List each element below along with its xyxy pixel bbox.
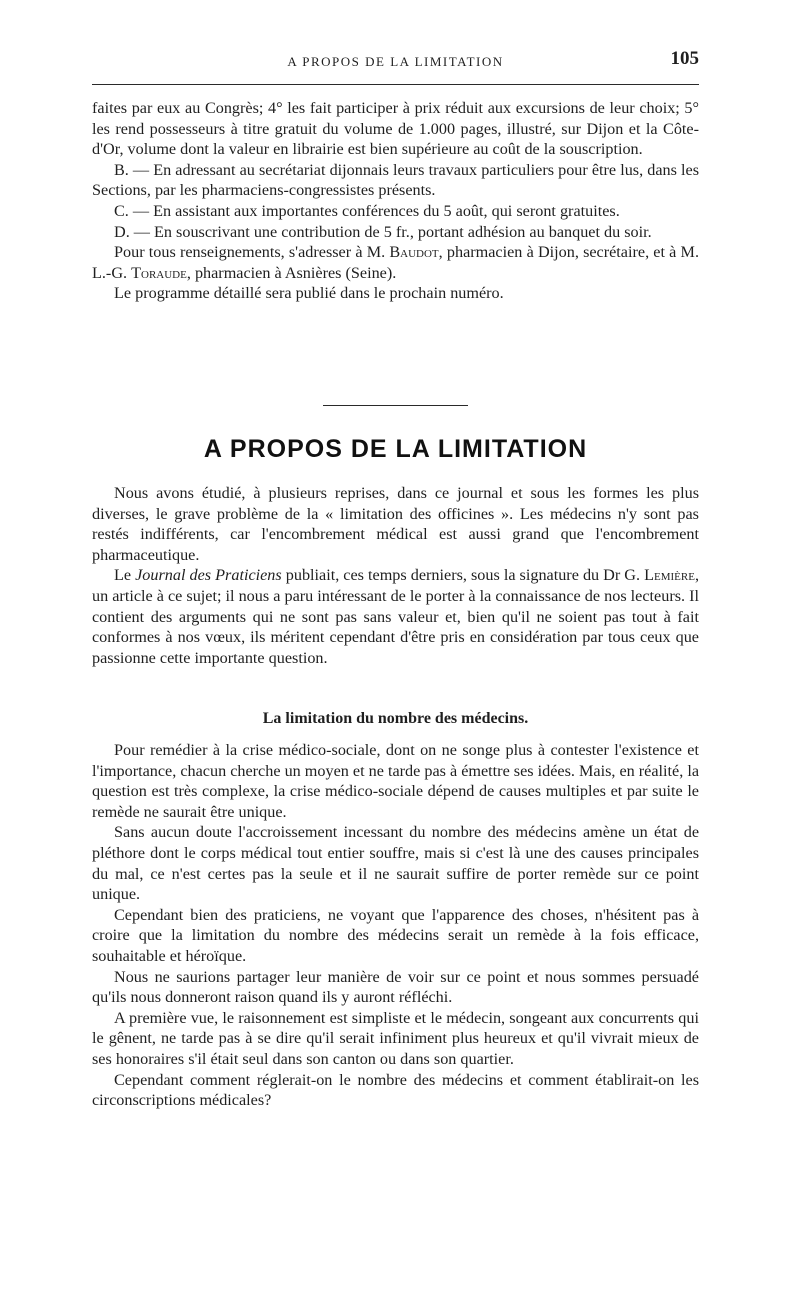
section-separator <box>323 405 468 406</box>
article-intro <box>92 483 699 668</box>
contact-paragraph <box>92 242 699 283</box>
article-title: A PROPOS DE LA LIMITATION <box>203 435 588 463</box>
contact-text: , pharmacien à Asnières (Seine). <box>186 263 397 282</box>
section-paragraph: A première vue, le raisonnement est simpliste et le médecin, songeant aux concurrents qui le gênent, ne tarde pas à se dire qu'il serait infiniment plus heureux et qu'il vivrait mieux de ses honoraires s'il était seul dans son canton ou dans son quartier. <box>92 1008 699 1068</box>
paragraph-text: Le <box>114 566 136 585</box>
section-subheading: La limitation du nombre des médecins. <box>262 710 529 727</box>
toraude-name: Toraude <box>131 263 187 282</box>
header-rule <box>92 84 699 85</box>
running-header <box>92 48 699 78</box>
article-paragraph <box>92 565 699 668</box>
baudot-name: Baudot <box>389 243 439 262</box>
journal-title: Journal des Praticiens <box>135 566 282 585</box>
contact-text: Pour tous renseignements, s'adresser à M. <box>114 243 390 262</box>
section-paragraph: Pour remédier à la crise médico-sociale, dont on ne songe plus à contester l'existence et l'importance, chacun cherche un moyen et ne tarde pas à émettre ses idées. Mais, en réalité, la question est très complexe, la crise médico-sociale dépend de causes multiples et par suite le remède ne saurait être unique. <box>92 741 699 821</box>
section-body <box>92 740 699 1111</box>
paragraph-text: publiait, ces temps derniers, sous la signature du Dr G. <box>281 566 645 585</box>
page-number: 105 <box>670 48 699 69</box>
contact-text: , pharmacien à Dijon, secrétaire, et à M. L.-G. <box>92 243 699 282</box>
section-paragraph: Cependant bien des praticiens, ne voyant que l'apparence des choses, n'hésitent pas à croire que la limitation du nombre des médecins serait un remède à la fois efficace, souhaitable et héroïque. <box>92 905 699 965</box>
author-name: Lemière <box>644 566 695 585</box>
section-paragraph: Sans aucun doute l'accroissement incessant du nombre des médecins amène un état de pléthore dont le corps médical tout entier souffre, mais si c'est là une des causes principales du mal, ce n'est certes pas la seule et il ne saurait suffire de porter remède sur ce point unique. <box>92 823 699 904</box>
section-paragraph: Nous ne saurions partager leur manière de voir sur ce point et nous sommes persuadé qu'ils nous donneront raison quand ils y auront réfléchi. <box>92 967 699 1007</box>
paragraph-text: , un article à ce sujet; il nous a paru intéressant de le porter à la connaissance de nos lecteurs. Il contient des arguments qui ne sont pas sans valeur et, bien qu'il ne soient pas tout à fait conformes à nos vœux, ils méritent cependant d'être pris en considération par tous ceux que passionne cette importante question. <box>92 566 699 667</box>
item-d-paragraph: D. — En souscrivant une contribution de 5 fr., portant adhésion au banquet du soir. <box>114 222 652 241</box>
section-paragraph: Cependant comment réglerait-on le nombre des médecins et comment établirait-on les circonscriptions médicales? <box>92 1070 699 1110</box>
congress-notice <box>92 98 699 304</box>
continuation-paragraph: faites par eux au Congrès; 4° les fait participer à prix réduit aux excursions de leur choix; 5° les rend possesseurs à titre gratuit du volume de 1.000 pages, illustré, sur Dijon et la Côte-d'Or, volume dont la valeur en librairie est bien supérieure au coût de la souscription. <box>92 99 699 159</box>
program-note: Le programme détaillé sera publié dans le prochain numéro. <box>114 284 504 303</box>
item-c-paragraph: C. — En assistant aux importantes conférences du 5 août, qui seront gratuites. <box>114 201 620 220</box>
article-paragraph: Nous avons étudié, à plusieurs reprises, dans ce journal et sous les formes les plus diverses, le grave problème de la « limitation des officines ». Les médecins n'y sont pas restés indifférents, car l'encombrement médical est aussi grand que l'encombrement pharmaceutique. <box>92 484 699 564</box>
item-b-paragraph: B. — En adressant au secrétariat dijonnais leurs travaux particuliers pour être lus, dans les Sections, par les pharmaciens-congressistes présents. <box>92 160 699 200</box>
running-title: A PROPOS DE LA LIMITATION <box>287 54 504 69</box>
